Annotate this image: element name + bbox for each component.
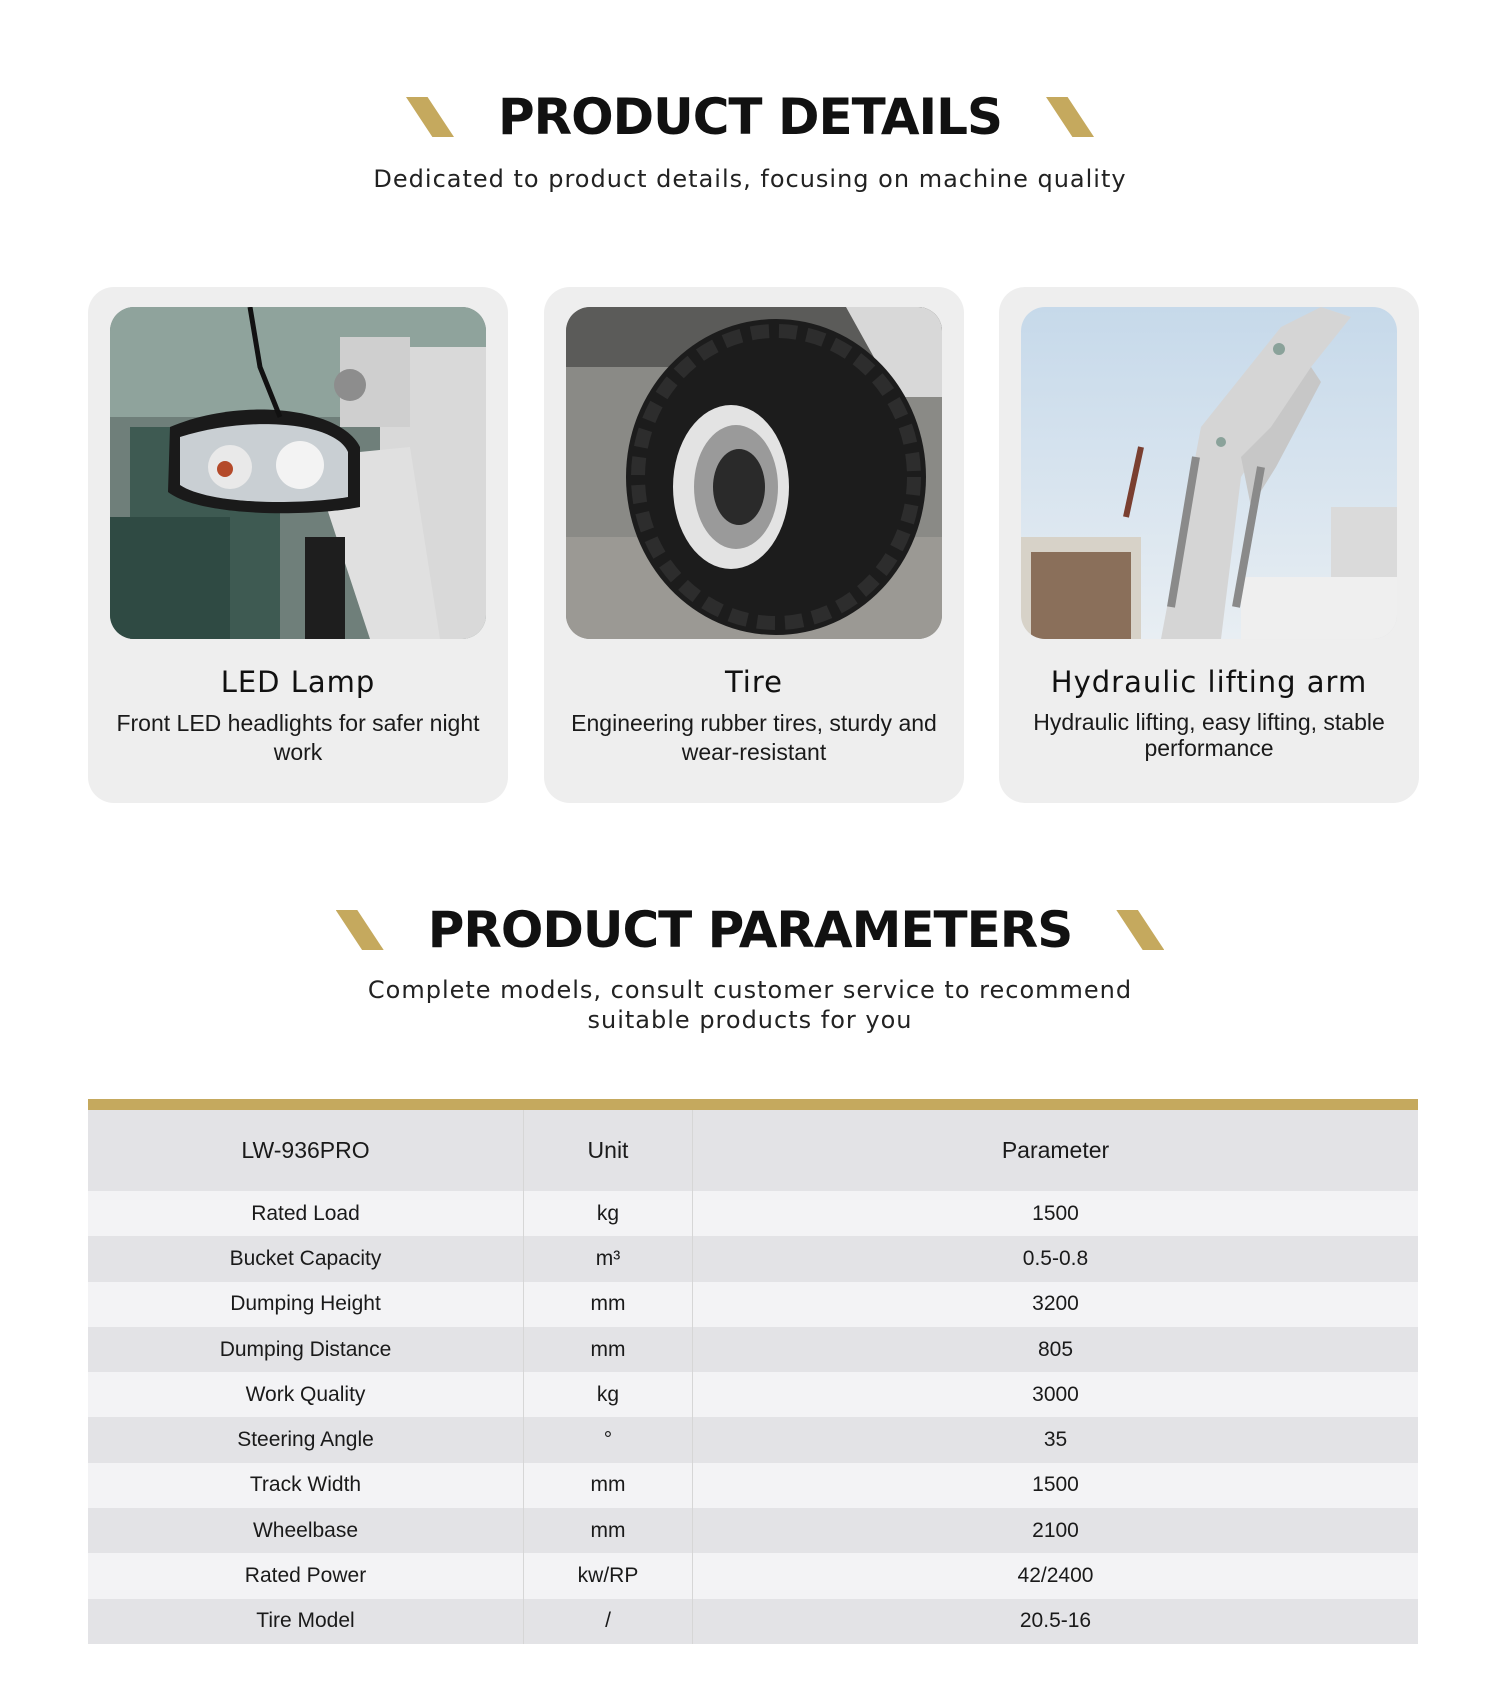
param-value-cell: 1500 (1032, 1201, 1079, 1225)
header-model: LW-936PRO (88, 1110, 524, 1191)
param-value-cell: 2100 (1032, 1518, 1079, 1542)
param-value-cell: 805 (1037, 1337, 1074, 1361)
hydraulic-arm-photo (1021, 307, 1397, 639)
param-name-cell: Rated Power (88, 1553, 524, 1598)
param-value-cell: 20.5-16 (1019, 1609, 1092, 1633)
feature-card-led-lamp (88, 287, 508, 803)
param-value-cell: 3200 (1032, 1292, 1079, 1316)
param-value-cell: 0.5-0.8 (1022, 1246, 1089, 1270)
parameters-header (0, 901, 1500, 1035)
table-row (88, 1599, 1418, 1644)
table-row (88, 1372, 1418, 1417)
table-row (88, 1236, 1418, 1281)
table-row (88, 1191, 1418, 1236)
param-unit-cell: kg (524, 1372, 693, 1417)
header-unit: Unit (524, 1110, 693, 1191)
led-lamp-photo (110, 307, 486, 639)
gold-slash-decoration (406, 97, 454, 137)
param-unit-cell: m³ (524, 1236, 693, 1281)
feature-card-hydraulic-arm (999, 287, 1419, 803)
table-row (88, 1463, 1418, 1508)
table-row (88, 1417, 1418, 1462)
gold-slash-decoration (336, 910, 384, 950)
details-title-row (0, 88, 1500, 146)
param-name-cell: Steering Angle (88, 1417, 524, 1462)
param-name-cell: Track Width (88, 1463, 524, 1508)
param-unit-cell: kg (524, 1191, 693, 1236)
details-subtitle: Dedicated to product details, focusing on machine quality (373, 165, 1127, 193)
feature-cards (88, 287, 1418, 803)
param-name-cell: Wheelbase (88, 1508, 524, 1553)
card-title: LED Lamp (220, 665, 376, 699)
table-header-row (88, 1110, 1418, 1191)
param-unit-cell: mm (524, 1282, 693, 1327)
table-row (88, 1282, 1418, 1327)
card-description: Hydraulic lifting, easy lifting, stable performance (1033, 709, 1385, 761)
param-name-cell: Work Quality (88, 1372, 524, 1417)
table-row (88, 1327, 1418, 1372)
table-row (88, 1508, 1418, 1553)
parameters-subtitle: Complete models, consult customer service to recommend suitable products for you (367, 976, 1133, 1034)
parameters-title-row (0, 901, 1500, 959)
param-name-cell: Tire Model (88, 1599, 524, 1644)
param-unit-cell: / (524, 1599, 693, 1644)
card-title: Tire (724, 665, 783, 699)
param-name-cell: Dumping Height (88, 1282, 524, 1327)
param-value-cell: 3000 (1032, 1382, 1079, 1406)
param-name-cell: Bucket Capacity (88, 1236, 524, 1281)
param-unit-cell: mm (524, 1463, 693, 1508)
param-name-cell: Rated Load (88, 1191, 524, 1236)
table-accent-bar (88, 1099, 1418, 1110)
card-title: Hydraulic lifting arm (1050, 665, 1368, 699)
details-title: PRODUCT DETAILS (497, 88, 1003, 146)
parameters-title: PRODUCT PARAMETERS (427, 901, 1073, 959)
parameters-table (88, 1099, 1418, 1644)
card-description: Front LED headlights for safer night work (116, 710, 480, 765)
table-row (88, 1553, 1418, 1598)
gold-slash-decoration (1046, 97, 1094, 137)
details-header (0, 88, 1500, 194)
param-value-cell: 42/2400 (1017, 1564, 1094, 1588)
tire-photo (566, 307, 942, 639)
param-unit-cell: mm (524, 1508, 693, 1553)
param-value-cell: 1500 (1032, 1473, 1079, 1497)
param-value-cell: 35 (1043, 1428, 1068, 1452)
card-description: Engineering rubber tires, sturdy and wear-resistant (571, 710, 937, 765)
param-unit-cell: mm (524, 1327, 693, 1372)
header-parameter: Parameter (1001, 1137, 1110, 1163)
table-body (88, 1191, 1418, 1644)
param-unit-cell: kw/RP (524, 1553, 693, 1598)
param-unit-cell: ° (524, 1417, 693, 1462)
gold-slash-decoration (1116, 910, 1164, 950)
param-name-cell: Dumping Distance (88, 1327, 524, 1372)
feature-card-tire (544, 287, 964, 803)
